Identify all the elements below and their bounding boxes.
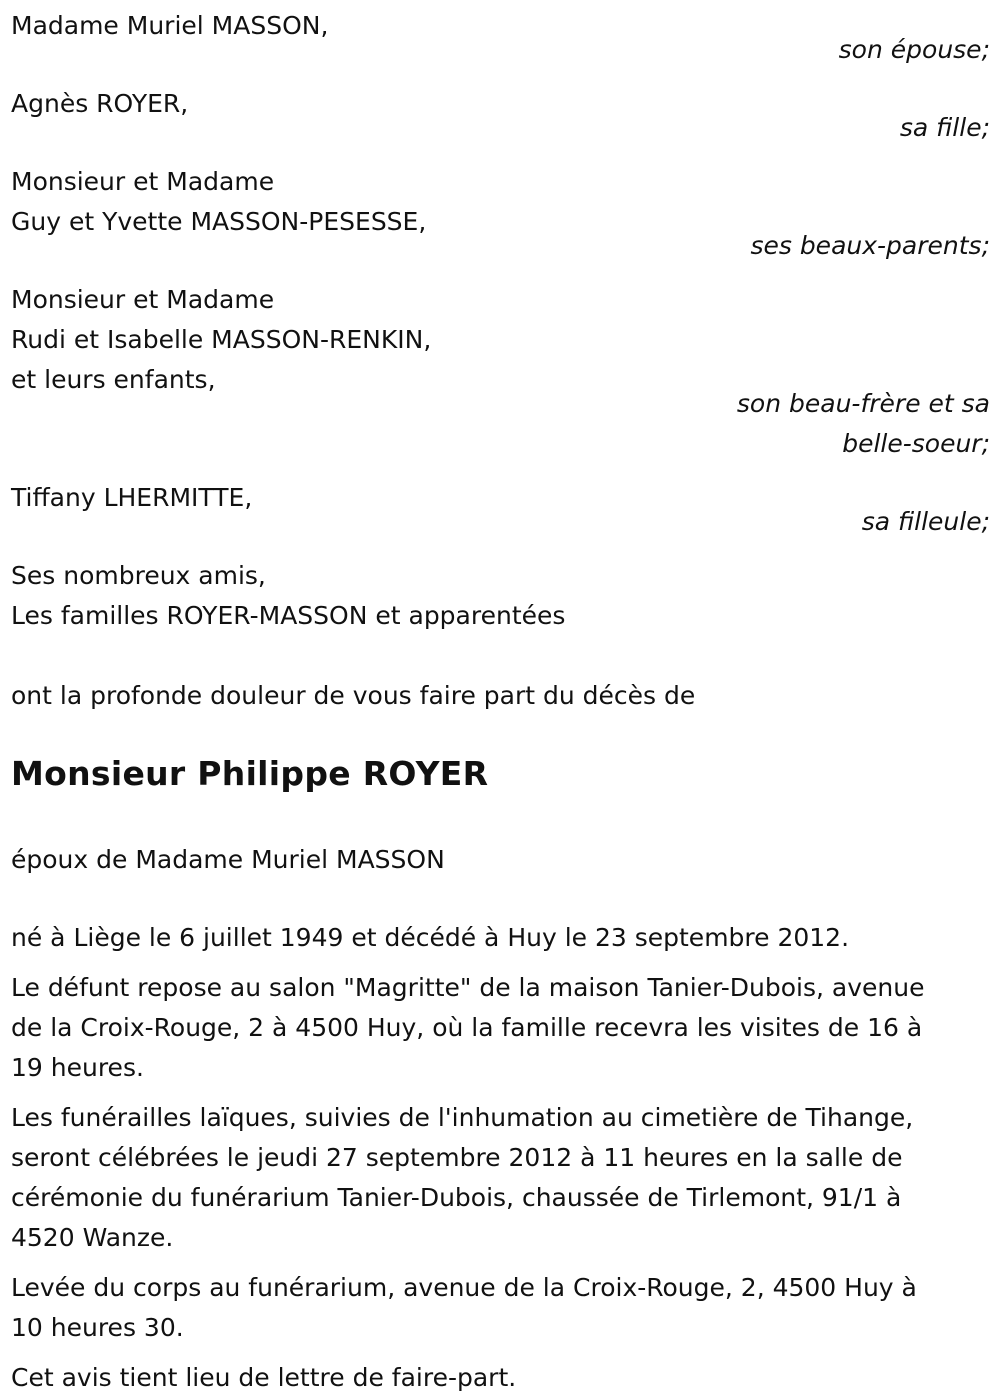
rest-line1: Le défunt repose au salon "Magritte" de la maison Tanier-Dubois, avenue	[11, 973, 925, 1002]
rest-line3: 19 heures.	[11, 1053, 144, 1082]
funeral-line2: seront célébrées le jeudi 27 septembre 2012 à 11 heures en la salle de	[11, 1143, 903, 1172]
rest-paragraph	[11, 968, 990, 1088]
siblings-in-law-relation-line1: son beau-frère et sa	[736, 389, 990, 418]
family-entry-daughter	[11, 84, 990, 148]
goddaughter-name: Tiffany LHERMITTE,	[11, 483, 253, 512]
parents-in-law-relation: ses beaux-parents;	[750, 231, 990, 260]
funeral-line3: cérémonie du funérarium Tanier-Dubois, chaussée de Tirlemont, 91/1 à	[11, 1183, 902, 1212]
spouse-relation: son épouse;	[838, 35, 990, 64]
family-entry-siblings-in-law	[11, 280, 990, 464]
funeral-paragraph	[11, 1098, 990, 1258]
siblings-in-law-line2: Rudi et Isabelle MASSON-RENKIN,	[11, 325, 432, 354]
levee-line2: 10 heures 30.	[11, 1313, 184, 1342]
parents-in-law-line2: Guy et Yvette MASSON-PESESSE,	[11, 207, 427, 236]
goddaughter-relation: sa filleule;	[861, 507, 990, 536]
family-entry-friends	[11, 556, 990, 636]
daughter-relation: sa fille;	[899, 113, 990, 142]
daughter-name: Agnès ROYER,	[11, 89, 189, 118]
announcement-text: ont la profonde douleur de vous faire part du décès de	[11, 681, 696, 710]
obituary-notice	[11, 6, 990, 1398]
funeral-line4: 4520 Wanze.	[11, 1223, 174, 1252]
family-entry-parents-in-law	[11, 162, 990, 266]
announcement	[11, 676, 990, 716]
siblings-in-law-line3: et leurs enfants,	[11, 365, 216, 394]
siblings-in-law-line1: Monsieur et Madame	[11, 285, 275, 314]
deceased-spouse-of	[11, 840, 990, 880]
rest-line2: de la Croix-Rouge, 2 à 4500 Huy, où la famille recevra les visites de 16 à	[11, 1013, 923, 1042]
closing-text: Cet avis tient lieu de lettre de faire-part.	[11, 1363, 517, 1392]
birth-death-paragraph	[11, 918, 990, 958]
levee-line1: Levée du corps au funérarium, avenue de la Croix-Rouge, 2, 4500 Huy à	[11, 1273, 917, 1302]
spouse-name: Madame Muriel MASSON,	[11, 11, 329, 40]
family-entry-goddaughter	[11, 478, 990, 542]
birth-death-text: né à Liège le 6 juillet 1949 et décédé à Huy le 23 septembre 2012.	[11, 923, 850, 952]
friends-line1: Ses nombreux amis,	[11, 561, 266, 590]
spouse-of-text: époux de Madame Muriel MASSON	[11, 845, 445, 874]
levee-paragraph	[11, 1268, 990, 1348]
family-entry-spouse	[11, 6, 990, 70]
funeral-line1: Les funérailles laïques, suivies de l'inhumation au cimetière de Tihange,	[11, 1103, 914, 1132]
closing-paragraph	[11, 1358, 990, 1398]
parents-in-law-line1: Monsieur et Madame	[11, 167, 275, 196]
siblings-in-law-relation-line2: belle-soeur;	[842, 429, 990, 458]
friends-line2: Les familles ROYER-MASSON et apparentées	[11, 601, 566, 630]
deceased-name: Monsieur Philippe ROYER	[11, 754, 489, 793]
